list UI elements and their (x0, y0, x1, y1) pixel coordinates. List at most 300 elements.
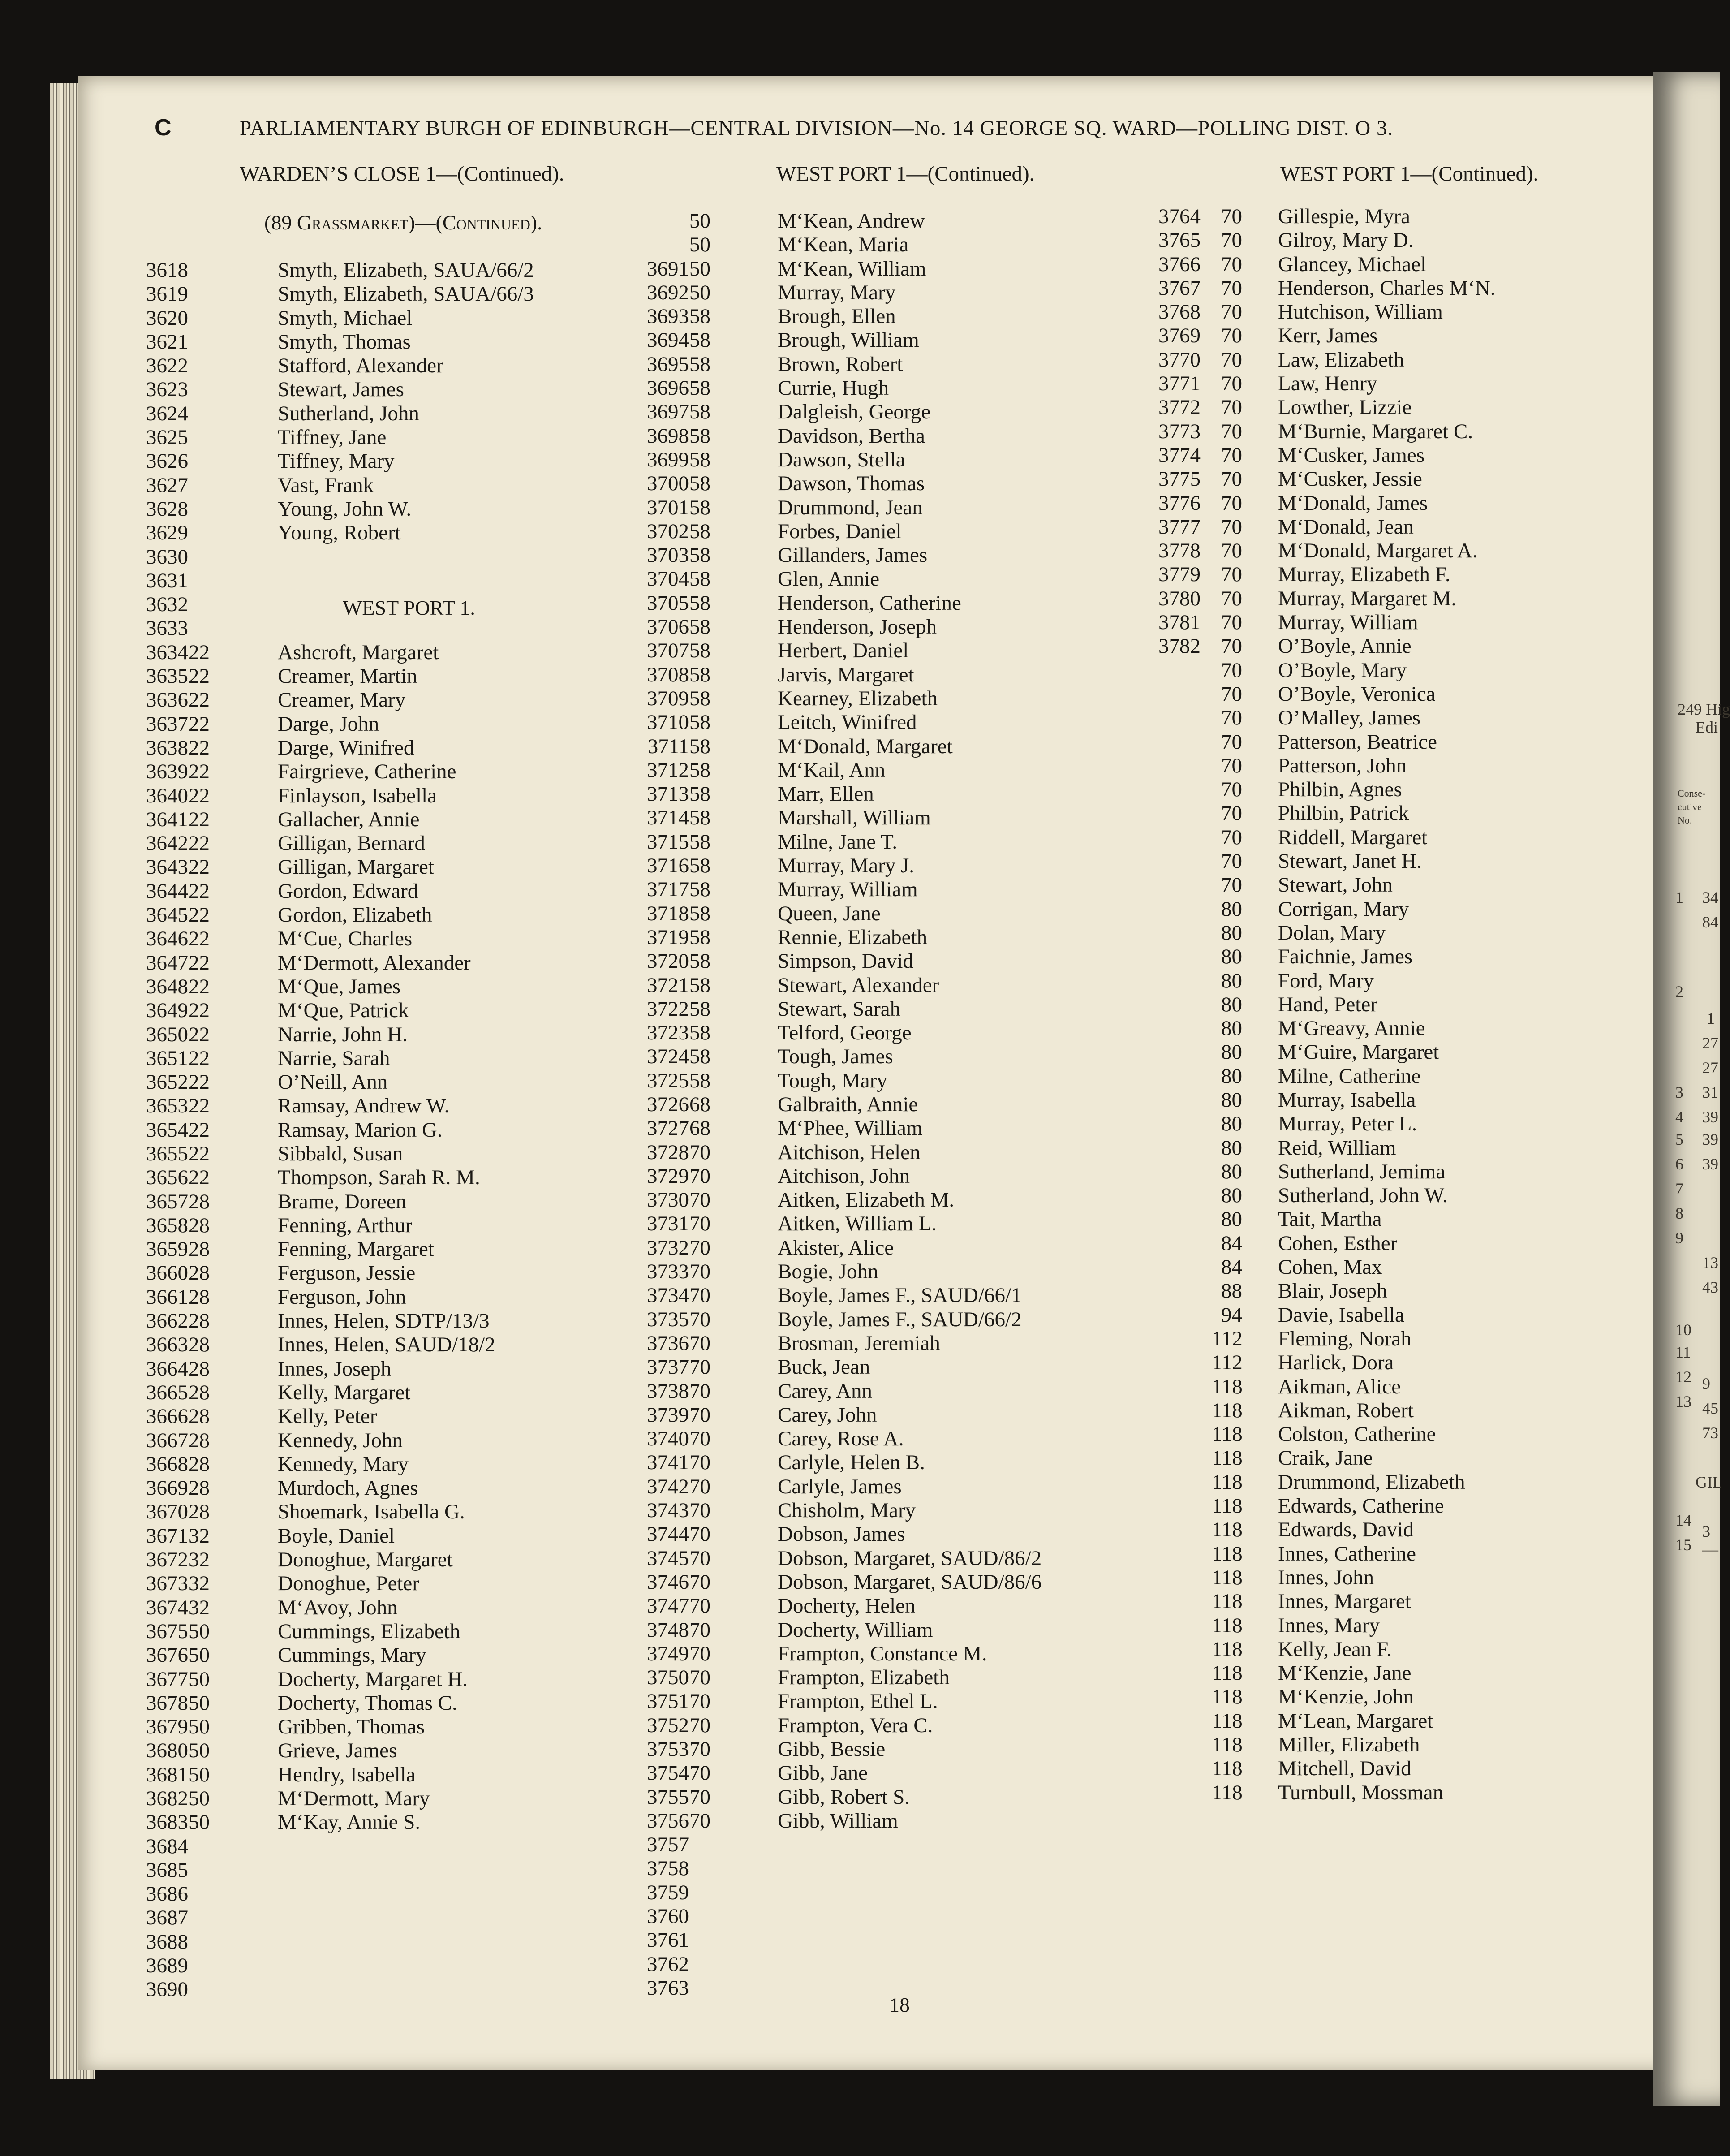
register-entry (631, 663, 1177, 687)
elector-number: 3734 (647, 1284, 689, 1307)
house-number: 58 (689, 519, 710, 543)
elector-number: 3658 (146, 1213, 188, 1237)
house-number: 70 (689, 1403, 710, 1427)
register-entry (631, 1260, 1177, 1284)
elector-name: Kearney, Elizabeth (778, 686, 938, 710)
elector-number: 3717 (647, 878, 689, 901)
register-entry (631, 209, 1177, 233)
elector-number: 3639 (146, 760, 188, 784)
elector-name: M‘Kean, Andrew (778, 209, 925, 233)
elector-name: Kelly, Jean F. (1278, 1637, 1392, 1661)
house-number: 22 (189, 879, 210, 903)
house-number: 58 (689, 496, 710, 519)
elector-number: 3643 (146, 855, 188, 879)
register-entry (631, 1761, 1177, 1785)
register-entry (1142, 969, 1635, 993)
register-entry (631, 1809, 1177, 1833)
house-number: 70 (689, 1260, 710, 1284)
elector-name: O’Boyle, Veronica (1278, 682, 1436, 706)
house-number: 22 (189, 999, 210, 1022)
register-entry (130, 641, 645, 664)
elector-name: Aikman, Robert (1278, 1398, 1414, 1422)
register-entry (1142, 945, 1635, 969)
elector-name: Docherty, Thomas C. (278, 1691, 457, 1715)
elector-name: Corrigan, Mary (1278, 897, 1409, 921)
elector-number: 3765 (1158, 229, 1201, 252)
elector-number: 3744 (647, 1522, 689, 1546)
register-entry (130, 1214, 645, 1238)
house-number: 70 (689, 1307, 710, 1331)
house-number: 32 (189, 1548, 210, 1572)
elector-name: Aitchison, Helen (778, 1140, 921, 1164)
elector-name: Creamer, Martin (278, 664, 417, 688)
elector-name: Young, Robert (278, 521, 401, 545)
house-number: 22 (189, 975, 210, 998)
elector-number: 3624 (146, 401, 188, 425)
house-number: 32 (189, 1524, 210, 1548)
elector-name: Gilroy, Mary D. (1278, 229, 1414, 252)
elector-name: Patterson, John (1278, 754, 1407, 777)
elector-name: Dalgleish, George (778, 400, 931, 424)
elector-number: 3623 (146, 378, 188, 401)
elector-number: 3686 (146, 1882, 188, 1906)
house-number: 22 (189, 951, 210, 975)
elector-name: Patterson, Beatrice (1278, 730, 1437, 754)
elector-name: Buck, Jean (778, 1355, 870, 1379)
register-entry (631, 1738, 1177, 1761)
elector-number: 3705 (647, 591, 689, 615)
house-number: 118 (1212, 1637, 1243, 1661)
house-number: 70 (1221, 802, 1242, 825)
subheading-text: (89 Grassmarket)—(Continued). (264, 211, 542, 234)
register-entry (130, 306, 645, 330)
facing-page-text: — (1702, 1540, 1718, 1558)
house-number: 70 (689, 1809, 710, 1833)
elector-number: 3748 (647, 1618, 689, 1642)
register-entry (631, 1308, 1177, 1332)
elector-number: 3690 (146, 1978, 188, 2001)
house-number: 70 (689, 1690, 710, 1713)
elector-name: Kennedy, John (278, 1428, 403, 1452)
elector-number: 3662 (146, 1309, 188, 1333)
facing-page-text: 31 (1702, 1083, 1718, 1101)
house-number: 50 (689, 280, 710, 304)
elector-name: Murdoch, Agnes (278, 1476, 418, 1500)
register-entry (1142, 1160, 1635, 1184)
house-number: 80 (1221, 1017, 1242, 1040)
house-number: 50 (189, 1715, 210, 1739)
elector-number: 3725 (647, 1069, 689, 1092)
house-number: 80 (1221, 992, 1242, 1016)
elector-name: Stafford, Alexander (278, 354, 443, 378)
facing-page-text: GIL (1696, 1473, 1722, 1491)
elector-name: Darge, Winifred (278, 736, 414, 759)
house-number: 70 (1221, 205, 1242, 228)
register-entry (631, 1069, 1177, 1093)
register-entry (631, 1380, 1177, 1403)
house-number: 80 (1221, 1112, 1242, 1136)
house-number: 68 (689, 1117, 710, 1140)
house-number: 70 (689, 1475, 710, 1498)
elector-number: 3781 (1158, 611, 1201, 634)
house-number: 50 (189, 1667, 210, 1691)
house-number: 58 (689, 400, 710, 424)
register-entry (130, 688, 645, 712)
elector-name: Rennie, Elizabeth (778, 925, 928, 949)
register-entry (631, 711, 1177, 734)
elector-number: 3701 (647, 496, 689, 519)
register-entry (1142, 730, 1635, 754)
elector-name: Ferguson, John (278, 1285, 406, 1309)
elector-name: Kelly, Margaret (278, 1380, 411, 1404)
house-number: 70 (1221, 754, 1242, 777)
house-number: 70 (689, 1451, 710, 1475)
register-entry (1142, 1518, 1635, 1542)
elector-number: 3627 (146, 473, 188, 497)
house-number: 28 (189, 1213, 210, 1237)
house-number: 58 (689, 1045, 710, 1069)
register-entry (1142, 634, 1635, 658)
facing-page-text: 5 (1675, 1130, 1683, 1148)
elector-name: O’Malley, James (1278, 706, 1421, 730)
house-number: 50 (189, 1739, 210, 1763)
elector-name: Innes, Mary (1278, 1613, 1380, 1637)
house-number: 70 (1221, 443, 1242, 467)
house-number: 28 (189, 1261, 210, 1285)
register-entry (1142, 539, 1635, 563)
register-entry (631, 1522, 1177, 1546)
elector-number: 3737 (647, 1355, 689, 1379)
register-entry (1142, 659, 1635, 682)
register-entry (1142, 492, 1635, 515)
elector-number: 3692 (647, 280, 689, 304)
register-entry (1142, 348, 1635, 372)
register-entry (130, 1858, 645, 1882)
house-number: 50 (189, 1787, 210, 1810)
facing-page-text: 6 (1675, 1155, 1683, 1173)
house-number: 22 (189, 1070, 210, 1094)
elector-number: 3729 (647, 1164, 689, 1188)
elector-name: Dobson, Margaret, SAUD/86/6 (778, 1570, 1042, 1594)
elector-name: Frampton, Elizabeth (778, 1666, 950, 1690)
house-number: 28 (189, 1500, 210, 1524)
elector-name: M‘Dermott, Alexander (278, 951, 471, 975)
elector-number: 3718 (647, 901, 689, 925)
house-number: 22 (189, 784, 210, 807)
house-number: 22 (189, 927, 210, 951)
elector-number: 3768 (1158, 300, 1201, 324)
elector-name: Smyth, Thomas (278, 330, 411, 354)
register-entry (130, 259, 645, 282)
house-number: 58 (689, 925, 710, 949)
elector-number: 3708 (647, 663, 689, 686)
facing-page-text: 45 (1702, 1399, 1718, 1417)
elector-number: 3648 (146, 975, 188, 998)
register-entry (1142, 682, 1635, 706)
house-number: 22 (189, 760, 210, 784)
facing-page-text: No. (1678, 815, 1692, 826)
column-3-title: WEST PORT 1—(Continued). (1280, 162, 1539, 185)
elector-name: Donoghue, Peter (278, 1572, 419, 1595)
house-number: 22 (189, 1094, 210, 1118)
elector-name: M‘Avoy, John (278, 1595, 398, 1619)
register-entry (631, 281, 1177, 305)
elector-name: Creamer, Mary (278, 688, 406, 712)
elector-name: Ramsay, Marion G. (278, 1118, 443, 1142)
house-number: 70 (1221, 586, 1242, 610)
elector-name: Marshall, William (778, 806, 931, 830)
house-number: 70 (689, 1499, 710, 1522)
elector-name: M‘Kenzie, Jane (1278, 1661, 1412, 1685)
register-entry (130, 402, 645, 426)
register-entry (130, 1739, 645, 1763)
register-entry (130, 1668, 645, 1691)
house-number: 70 (1221, 252, 1242, 276)
elector-number: 3754 (647, 1761, 689, 1785)
register-entry (631, 1427, 1177, 1451)
register-entry (130, 1572, 645, 1595)
elector-name: Carey, John (778, 1403, 877, 1427)
elector-name: O’Neill, Ann (278, 1070, 388, 1094)
register-entry (631, 854, 1177, 878)
elector-number: 3650 (146, 1022, 188, 1046)
elector-number: 3664 (146, 1357, 188, 1380)
elector-name: Jarvis, Margaret (778, 663, 914, 686)
register-entry (631, 1141, 1177, 1164)
register-entry (1142, 1065, 1635, 1088)
register-entry (130, 282, 645, 306)
register-entry (1142, 754, 1635, 778)
elector-name: Tait, Martha (1278, 1207, 1382, 1231)
register-entry (1142, 467, 1635, 491)
elector-number: 3621 (146, 330, 188, 354)
elector-name: Ramsay, Andrew W. (278, 1094, 450, 1118)
elector-number: 3721 (647, 973, 689, 997)
register-entry (1142, 1375, 1635, 1399)
elector-number: 3670 (146, 1500, 188, 1524)
register-entry (130, 832, 645, 855)
elector-number: 3636 (146, 688, 188, 712)
elector-number: 3668 (146, 1452, 188, 1476)
register-entry (1142, 1709, 1635, 1733)
register-entry (130, 664, 645, 688)
elector-name: Tough, Mary (778, 1069, 887, 1092)
house-number: 118 (1212, 1470, 1243, 1494)
register-entry (1142, 1279, 1635, 1303)
elector-number: 3682 (146, 1787, 188, 1810)
register-entry (631, 926, 1177, 949)
elector-number: 3619 (146, 282, 188, 306)
elector-number: 3642 (146, 832, 188, 855)
facing-page-text: 13 (1675, 1393, 1691, 1410)
elector-number: 3677 (146, 1667, 188, 1691)
elector-name: Fleming, Norah (1278, 1327, 1412, 1350)
elector-number: 3672 (146, 1548, 188, 1572)
register-entry (130, 1070, 645, 1094)
house-number: 28 (189, 1190, 210, 1213)
elector-name: M‘Que, Patrick (278, 999, 409, 1022)
register-entry (1142, 802, 1635, 825)
elector-number: 3640 (146, 784, 188, 807)
register-entry (1142, 1423, 1635, 1446)
register-entry (1142, 1303, 1635, 1327)
elector-number: 3752 (647, 1713, 689, 1737)
elector-number: 3758 (647, 1857, 689, 1880)
elector-name: Carlyle, James (778, 1475, 902, 1498)
elector-name: Kerr, James (1278, 324, 1378, 348)
house-number: 50 (189, 1811, 210, 1834)
elector-number: 3770 (1158, 348, 1201, 371)
elector-name: Brosman, Jeremiah (778, 1331, 940, 1355)
register-entry (130, 1381, 645, 1405)
elector-name: Dawson, Stella (778, 448, 905, 471)
elector-number: 3653 (146, 1094, 188, 1118)
house-number: 58 (689, 352, 710, 376)
elector-name: Gibb, Jane (778, 1761, 868, 1785)
elector-name: Davie, Isabella (1278, 1303, 1404, 1327)
elector-number: 3749 (647, 1642, 689, 1665)
elector-name: M‘Donald, Jean (1278, 515, 1414, 539)
register-entry (631, 448, 1177, 472)
elector-name: M‘Donald, Margaret (778, 734, 953, 758)
elector-name: Smyth, Elizabeth, SAUA/66/3 (278, 282, 534, 306)
elector-name: Dobson, James (778, 1522, 905, 1546)
house-number: 32 (189, 1572, 210, 1595)
elector-name: Narrie, John H. (278, 1022, 408, 1046)
house-number: 58 (689, 305, 710, 328)
elector-name: Vast, Frank (278, 473, 374, 497)
elector-number: 3706 (647, 615, 689, 639)
elector-name: Ferguson, Jessie (278, 1261, 416, 1285)
register-entry (1142, 1399, 1635, 1423)
elector-number: 3656 (146, 1166, 188, 1190)
house-number: 58 (689, 448, 710, 471)
house-number: 22 (189, 903, 210, 927)
elector-name: Aitken, William L. (778, 1212, 937, 1236)
elector-name: M‘Kenzie, John (1278, 1685, 1414, 1709)
register-entry (1142, 1446, 1635, 1470)
elector-name: M‘Kean, William (778, 257, 926, 280)
house-number: 58 (689, 830, 710, 854)
house-number: 118 (1212, 1709, 1243, 1733)
register-entry (130, 545, 645, 569)
elector-name: M‘Lean, Margaret (1278, 1709, 1433, 1733)
register-entry (631, 1785, 1177, 1809)
elector-number: 3646 (146, 927, 188, 951)
register-entry (631, 376, 1177, 400)
elector-name: O’Boyle, Annie (1278, 634, 1412, 658)
elector-number: 3638 (146, 736, 188, 759)
house-number: 70 (1221, 467, 1242, 491)
elector-number: 3631 (146, 569, 188, 592)
register-entry (1142, 826, 1635, 849)
house-number: 70 (1221, 849, 1242, 873)
house-number: 118 (1212, 1398, 1243, 1422)
elector-number: 3710 (647, 711, 689, 734)
house-number: 58 (689, 472, 710, 496)
register-entry (631, 1690, 1177, 1713)
register-entry (130, 330, 645, 354)
elector-name: Glen, Annie (778, 567, 880, 591)
elector-name: Stewart, Alexander (778, 973, 939, 997)
register-entry (1142, 1685, 1635, 1709)
house-number: 80 (1221, 969, 1242, 992)
house-number: 80 (1221, 1184, 1242, 1207)
register-entry (130, 999, 645, 1022)
elector-name: Currie, Hugh (778, 376, 889, 400)
house-number: 70 (1221, 348, 1242, 371)
house-number: 22 (189, 1046, 210, 1070)
elector-name: Grieve, James (278, 1739, 397, 1763)
house-number: 50 (689, 257, 710, 280)
register-entry (631, 1594, 1177, 1618)
elector-name: Frampton, Ethel L. (778, 1690, 938, 1713)
page-header (155, 114, 1588, 141)
register-entry (631, 305, 1177, 328)
register-entry (130, 975, 645, 999)
house-number: 80 (1221, 921, 1242, 944)
house-number: 70 (689, 1212, 710, 1236)
elector-number: 3764 (1158, 205, 1201, 228)
register-entry (130, 449, 645, 473)
house-number: 22 (189, 1118, 210, 1142)
register-entry (1142, 1757, 1635, 1781)
register-entry (1142, 253, 1635, 276)
elector-number: 3753 (647, 1738, 689, 1761)
elector-number: 3625 (146, 426, 188, 449)
elector-name: Fairgrieve, Catherine (278, 760, 456, 784)
register-entry (631, 974, 1177, 997)
house-number: 80 (1221, 1136, 1242, 1160)
house-number: 22 (189, 664, 210, 688)
register-entry (130, 808, 645, 832)
house-number: 70 (689, 1738, 710, 1761)
house-number: 70 (689, 1331, 710, 1355)
house-number: 70 (689, 1618, 710, 1642)
elector-name: Ford, Mary (1278, 969, 1374, 992)
register-entry (631, 496, 1177, 520)
elector-name: Stewart, John (1278, 873, 1393, 897)
register-entry (130, 1333, 645, 1357)
elector-number: 3778 (1158, 539, 1201, 563)
elector-number: 3637 (146, 712, 188, 736)
house-number: 70 (1221, 682, 1242, 706)
elector-number: 3716 (647, 854, 689, 878)
house-number: 112 (1212, 1351, 1243, 1375)
register-entry (631, 1212, 1177, 1236)
house-number: 70 (1221, 419, 1242, 443)
register-entry (1142, 873, 1635, 897)
elector-number: 3628 (146, 497, 188, 521)
elector-name: Gribben, Thomas (278, 1715, 425, 1739)
elector-name: Innes, Joseph (278, 1357, 392, 1380)
elector-number: 3645 (146, 903, 188, 927)
house-number: 70 (689, 1355, 710, 1379)
facing-page-text: Conse- (1678, 788, 1706, 799)
elector-name: Murray, Elizabeth F. (1278, 563, 1450, 586)
elector-name: M‘Greavy, Annie (1278, 1017, 1425, 1040)
register-entry (1142, 1017, 1635, 1040)
house-number: 50 (189, 1763, 210, 1786)
elector-name: Smyth, Elizabeth, SAUA/66/2 (278, 259, 534, 282)
elector-number: 3719 (647, 925, 689, 949)
elector-name: Docherty, Margaret H. (278, 1667, 468, 1691)
elector-name: Cummings, Elizabeth (278, 1619, 460, 1643)
house-number: 58 (689, 543, 710, 567)
house-number: 118 (1212, 1685, 1243, 1709)
elector-name: Akister, Alice (778, 1236, 894, 1259)
register-entry (631, 1021, 1177, 1045)
